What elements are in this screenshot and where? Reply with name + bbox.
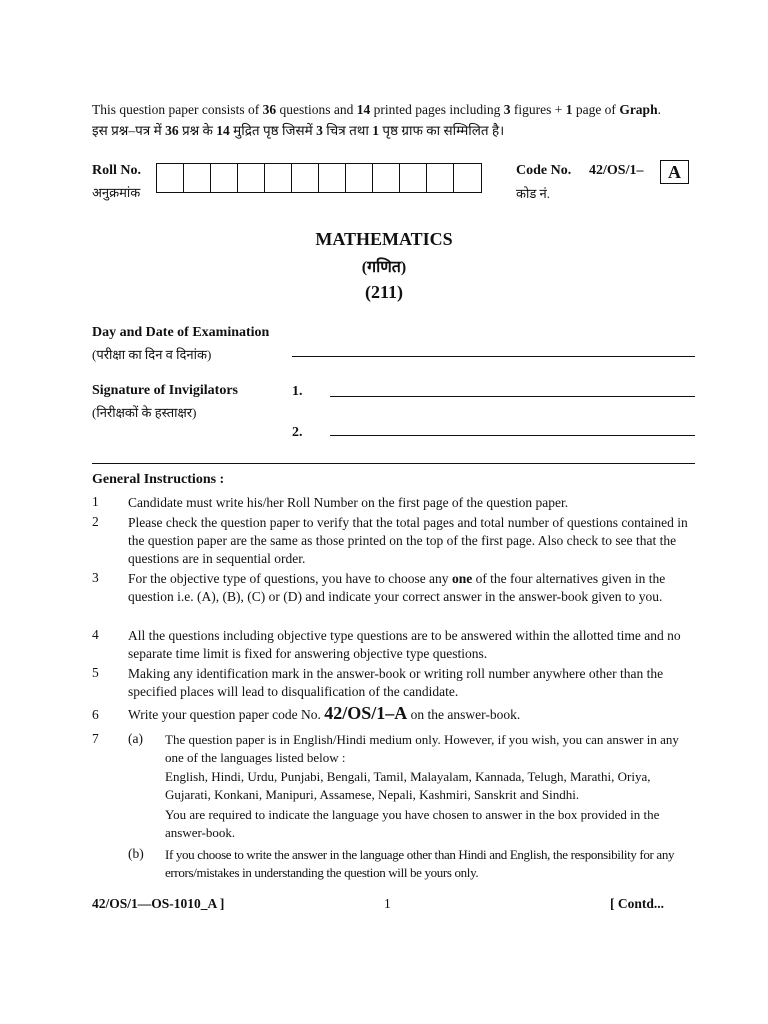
invigilator-2-line[interactable]: [330, 435, 695, 436]
instruction-text: Please check the question paper to verify that the total pages and total number of questions contained in the question paper are the same as those printed on the top of the first page. Also check to see that the questions are in sequential order.: [128, 515, 688, 566]
sub-item-text: The question paper is in English/Hindi medium only. However, if you wish, you can answer in any one of the languages listed below :: [165, 732, 679, 765]
invigilator-1-number: 1.: [292, 384, 303, 399]
invigilator-1-line[interactable]: [330, 396, 695, 397]
subject-code: (211): [365, 282, 403, 302]
subject-title-hindi: (गणित): [361, 259, 407, 276]
roll-number-box[interactable]: [292, 164, 319, 192]
exam-date-line[interactable]: [292, 356, 695, 357]
roll-number-box[interactable]: [319, 164, 346, 192]
code-number-label: Code No.: [516, 163, 572, 178]
roll-number-box[interactable]: [373, 164, 400, 192]
instruction-number: 4: [92, 627, 99, 642]
roll-number-box[interactable]: [157, 164, 184, 192]
page-count-note: This question paper consists of 36 questions and 14 printed pages including 3 figures + 1 page of Graph.: [92, 102, 661, 117]
roll-number-box[interactable]: [427, 164, 454, 192]
code-set-box: A: [660, 160, 689, 184]
instructions-heading: General Instructions :: [92, 472, 225, 487]
exam-date-label-hindi: (परीक्षा का दिन व दिनांक): [92, 347, 212, 362]
instruction-number: 6: [92, 707, 99, 722]
page-number: 1: [384, 896, 391, 911]
roll-number-box[interactable]: [238, 164, 265, 192]
page-count-note-hindi: इस प्रश्न–पत्र में 36 प्रश्न के 14 मुद्रित पृष्ठ जिसमें 3 चित्र तथा 1 पृष्ठ ग्राफ का सम्मिलित है।: [92, 123, 505, 138]
invigilators-label-hindi: (निरीक्षकों के हस्ताक्षर): [92, 405, 197, 420]
sub-item-label: (a): [128, 731, 143, 746]
exam-date-label: Day and Date of Examination: [92, 325, 270, 340]
language-list: English, Hindi, Urdu, Punjabi, Bengali, Tamil, Malayalam, Kannada, Telugh, Marathi, Oriya, Gujarati, Konkani, Manipuri, Assamese, Nepali, Kashmiri, Sanskrit and Sindhi.: [165, 769, 651, 802]
section-divider: [92, 463, 695, 464]
invigilator-2-number: 2.: [292, 425, 303, 440]
roll-number-box[interactable]: [346, 164, 373, 192]
roll-number-box[interactable]: [400, 164, 427, 192]
instruction-text: Making any identification mark in the answer-book or writing roll number anywhere other than the specified places will lead to disqualification of the candidate.: [128, 666, 664, 699]
instruction-text: For the objective type of questions, you have to choose any one of the four alternatives given in the question i.e. (A), (B), (C) or (D) and indicate your correct answer in the answer-book given to you.: [128, 571, 666, 604]
instruction-number: 5: [92, 665, 99, 680]
invigilators-label: Signature of Invigilators: [92, 383, 238, 398]
instruction-number: 2: [92, 514, 99, 529]
continued-marker: [ Contd...: [610, 896, 665, 911]
subject-title: MATHEMATICS: [315, 229, 453, 249]
roll-number-box[interactable]: [184, 164, 211, 192]
instruction-number: 1: [92, 494, 99, 509]
footer-paper-code: 42/OS/1—OS-1010_A ]: [92, 896, 225, 911]
roll-number-label-hindi: अनुक्रमांक: [92, 185, 141, 200]
code-number-label-hindi: कोड नं.: [516, 186, 551, 201]
roll-number-label: Roll No.: [92, 163, 141, 178]
roll-number-box[interactable]: [454, 164, 481, 192]
instruction-number: 7: [92, 731, 99, 746]
code-number-value: 42/OS/1–: [589, 163, 644, 178]
sub-item-text: You are required to indicate the language you have chosen to answer in the box provided in the answer-book.: [165, 807, 660, 840]
emphasis-one: one: [451, 571, 473, 586]
sub-item-text: If you choose to write the answer in the language other than Hindi and English, the responsibility for any errors/mistakes in understanding the question will be yours only.: [165, 847, 675, 880]
roll-number-box[interactable]: [211, 164, 238, 192]
roll-number-box[interactable]: [265, 164, 292, 192]
instruction-text: Write your question paper code No. 42/OS/1–A on the answer-book.: [128, 703, 521, 723]
sub-item-label: (b): [128, 846, 144, 861]
instruction-number: 3: [92, 570, 99, 585]
roll-number-boxes[interactable]: [156, 163, 482, 193]
paper-code-emphasis: 42/OS/1–A: [324, 703, 408, 723]
instruction-text: Candidate must write his/her Roll Number on the first page of the question paper.: [128, 495, 569, 510]
instruction-text: All the questions including objective type questions are to be answered within the allotted time and no separate time limit is fixed for answering objective type questions.: [128, 628, 681, 661]
